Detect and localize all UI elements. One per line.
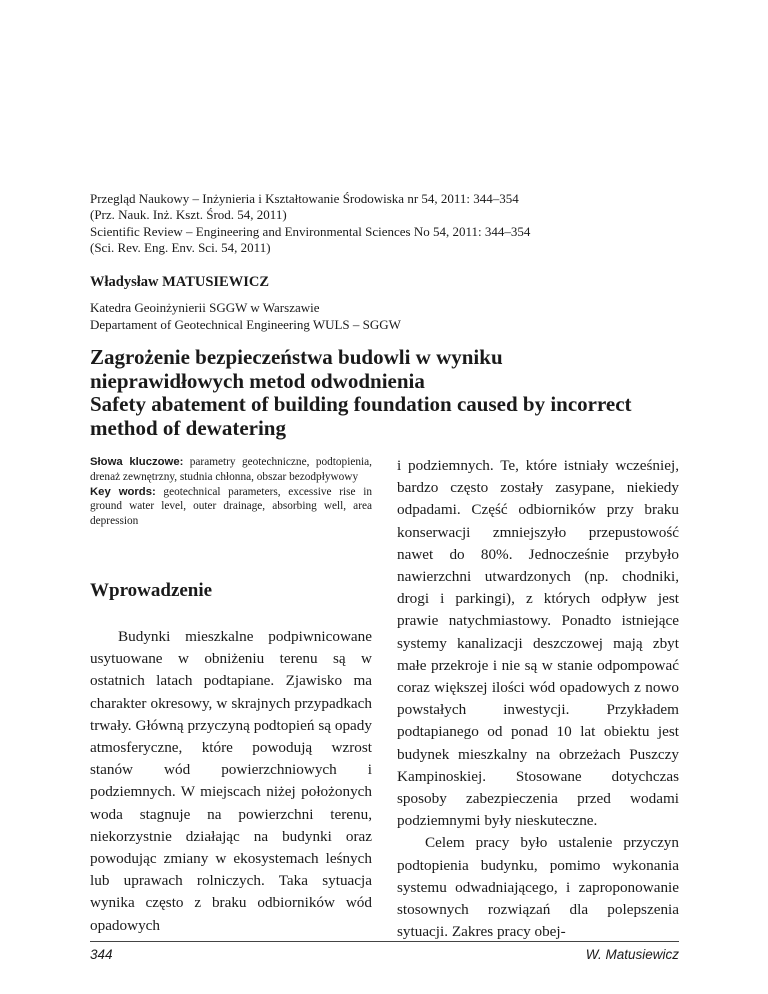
body-paragraph: Budynki mieszkalne podpiwnicowane usytuowane w obniżeniu terenu są w ostatnich latach podtapiane. Zjawisko ma charakter okresowy, w skrajnych przypadkach trwały. Główną przyczyną podtopień są opady atmosferyczne, które powodują wzrost stanów wód powierzchniowych i podziemnych. W miejscach niżej położonych woda stagnuje na powierzchni terenu, niekorzystnie działając na budynki oraz powodując zmiany w ekosystemach leśnych lub uprawach rolniczych. Taka sytuacja wynika często z braku odbiorników wód opadowych xyxy=(90,628,372,934)
journal-line: (Sci. Rev. Eng. Env. Sci. 54, 2011) xyxy=(90,239,271,255)
affiliation-line: Departament of Geotechnical Engineering WULS – SGGW xyxy=(90,316,401,332)
body-paragraph: i podziemnych. Te, które istniały wcześniej, bardzo często zostały zasypane, niekiedy odpadami. Część odbiorników przy braku konserwacji zmniejszyło przepustowość nawet do 80%. Jednocześnie przybyło nawierzchni utwardzonych (np. chodniki, drogi i parkingi), z których odpływ jest prawie natychmiastowy. Ponadto istniejące systemy kanalizacji deszczowej mają zbyt małe przekroje i nie są w stanie odpompować coraz większej ilości wód opadowych z nowo powstałych inwestycji. Przykładem podtapianego od ponad 10 lat obiektu jest budynek mieszkalny na obrzeżach Puszczy Kampinoskiej. Stosowane dotychczas sposoby zabezpieczenia przed wodami podziemnymi były nieskuteczne. xyxy=(397,457,679,830)
keywords-en xyxy=(90,485,372,529)
keywords-pl-text: parametry geotechniczne, podtopienia, drenaż zewnętrzny, studnia chłonna, obszar bezodpływowy xyxy=(90,456,372,483)
keywords-pl xyxy=(90,455,372,485)
keywords-en-label: Key words: xyxy=(90,485,156,498)
body-column-right xyxy=(397,455,679,943)
journal-line: (Prz. Nauk. Inż. Kszt. Środ. 54, 2011) xyxy=(90,207,287,223)
running-author: W. Matusiewicz xyxy=(585,947,679,962)
article-title xyxy=(90,346,690,440)
title-line: nieprawidłowych metod odwodnienia xyxy=(90,368,425,393)
author-name: Władysław MATUSIEWICZ xyxy=(90,274,269,290)
affiliation-line: Katedra Geoinżynierii SGGW w Warszawie xyxy=(90,300,320,315)
footer-divider xyxy=(90,941,679,942)
journal-line: Przegląd Naukowy – Inżynieria i Kształtowanie Środowiska nr 54, 2011: 344–354 xyxy=(90,191,519,206)
keywords-pl-label: Słowa kluczowe: xyxy=(90,456,184,468)
page-number: 344 xyxy=(90,947,113,962)
journal-citation xyxy=(90,191,690,256)
author-affiliation xyxy=(90,300,401,333)
keywords-block xyxy=(90,455,372,529)
title-line: Zagrożenie bezpieczeństwa budowli w wyniku xyxy=(90,345,503,369)
body-paragraph: Celem pracy było ustalenie przyczyn podtopienia budynku, pomimo wykonania systemu odwadniającego, i zaproponowanie stosownych rozwiązań dla polepszenia sytuacji. Zakres pracy obej- xyxy=(397,834,679,941)
title-line: Safety abatement of building foundation caused by incorrect xyxy=(90,392,632,416)
title-line: method of dewatering xyxy=(90,415,286,440)
keywords-en-text: geotechnical parameters, excessive rise in ground water level, outer drainage, absorbing well, area depression xyxy=(90,485,372,528)
journal-line: Scientific Review – Engineering and Environmental Sciences No 54, 2011: 344–354 xyxy=(90,223,531,239)
section-heading: Wprowadzenie xyxy=(90,580,213,601)
body-column-left xyxy=(90,626,372,937)
